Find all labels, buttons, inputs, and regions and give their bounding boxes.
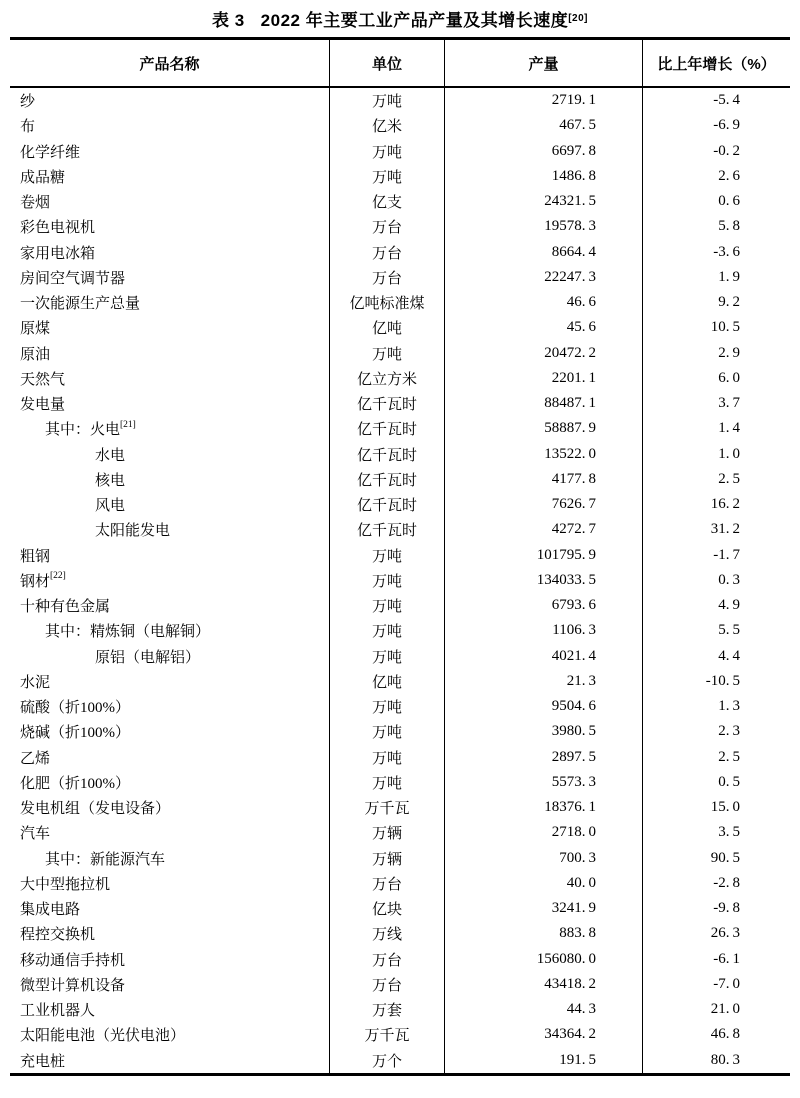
- table-row: [10, 492, 790, 517]
- unit-cell: 亿千瓦时: [330, 442, 445, 467]
- product-name-cell: [10, 846, 330, 871]
- table-caption-text: 2022 年主要工业产品产量及其增长速度: [260, 11, 569, 30]
- output-value-cell: 8664. 4: [445, 240, 643, 265]
- output-value-cell: 700. 3: [445, 846, 643, 871]
- product-name-label: 纱: [20, 94, 36, 111]
- output-value-cell: 101795. 9: [445, 543, 643, 568]
- table-row: [10, 214, 790, 239]
- product-name-cell: [10, 745, 330, 770]
- product-name-cell: [10, 593, 330, 618]
- product-name-label: 卷烟: [20, 195, 51, 212]
- unit-cell: 万吨: [330, 770, 445, 795]
- output-value-cell: 4177. 8: [445, 467, 643, 492]
- product-name-label: 风电: [95, 498, 126, 515]
- unit-cell: 万台: [330, 265, 445, 290]
- table-row: [10, 1048, 790, 1073]
- header-unit: 单位: [330, 40, 445, 86]
- output-value-cell: 43418. 2: [445, 972, 643, 997]
- table-row: [10, 694, 790, 719]
- product-name-cell: [10, 341, 330, 366]
- product-name-label: 移动通信手持机: [20, 952, 126, 969]
- growth-value-cell: -10. 5: [705, 672, 740, 689]
- growth-value-cell: 3. 7: [718, 395, 740, 412]
- growth-value-cell: 2. 5: [718, 748, 740, 765]
- growth-value-cell: 1. 9: [718, 268, 740, 285]
- output-value-cell: 88487. 1: [445, 391, 643, 416]
- growth-value-cell: 9. 2: [718, 294, 740, 311]
- unit-cell: 亿千瓦时: [330, 517, 445, 542]
- product-name-label: 水电: [95, 447, 126, 464]
- header-growth: 比上年增长（%）: [657, 55, 776, 73]
- table-row: [10, 618, 790, 643]
- table-row: [10, 770, 790, 795]
- product-name-label: 核电: [95, 472, 126, 489]
- growth-value-cell: 1. 3: [718, 698, 740, 715]
- table-row: [10, 644, 790, 669]
- product-name-label: 大中型拖拉机: [20, 876, 111, 893]
- unit-cell: 亿吨标准煤: [330, 290, 445, 315]
- growth-value-cell: 26. 3: [710, 925, 740, 942]
- product-name-label: 汽车: [20, 826, 51, 843]
- output-value-cell: 20472. 2: [445, 341, 643, 366]
- product-name-label: 发电机组（发电设备）: [20, 801, 171, 818]
- product-name-label: 烧碱（折100%）: [20, 725, 130, 742]
- product-name-label: 十种有色金属: [20, 599, 111, 616]
- output-value-cell: 22247. 3: [445, 265, 643, 290]
- table-row: [10, 290, 790, 315]
- table-row: [10, 921, 790, 946]
- unit-cell: 万千瓦: [330, 1022, 445, 1047]
- unit-cell: 万台: [330, 240, 445, 265]
- growth-value-cell: 3. 5: [718, 824, 740, 841]
- table-row: [10, 189, 790, 214]
- product-name-cell: [10, 1048, 330, 1073]
- output-value-cell: 9504. 6: [445, 694, 643, 719]
- unit-cell: 万个: [330, 1048, 445, 1073]
- output-value-cell: 1486. 8: [445, 164, 643, 189]
- product-name-label: 太阳能发电: [95, 523, 171, 540]
- growth-value-cell: 1. 0: [718, 445, 740, 462]
- unit-cell: 万线: [330, 921, 445, 946]
- table-row: [10, 795, 790, 820]
- table-row: [10, 568, 790, 593]
- growth-value-cell: 0. 6: [718, 193, 740, 210]
- output-value-cell: 45. 6: [445, 315, 643, 340]
- product-name-cell: 其中：火电 [21]: [10, 416, 330, 441]
- output-value-cell: 3241. 9: [445, 896, 643, 921]
- product-name-cell: 钢材 [22]: [10, 568, 330, 593]
- product-name-label: 太阳能电池（光伏电池）: [20, 1028, 186, 1045]
- growth-value-cell: 4. 4: [718, 647, 740, 664]
- product-name-label: 原油: [20, 346, 51, 363]
- product-name-label: 其中：精炼铜（电解铜）: [45, 624, 211, 641]
- unit-cell: 亿米: [330, 113, 445, 138]
- product-name-cell: [10, 694, 330, 719]
- product-name-cell: [10, 517, 330, 542]
- product-name-cell: [10, 997, 330, 1022]
- product-name-label: 工业机器人: [20, 1003, 96, 1020]
- product-name-cell: [10, 770, 330, 795]
- growth-value-cell: 0. 3: [718, 571, 740, 588]
- output-value-cell: 7626. 7: [445, 492, 643, 517]
- table-row: [10, 164, 790, 189]
- output-value-cell: 3980. 5: [445, 719, 643, 744]
- table-row: [10, 315, 790, 340]
- growth-value-cell: -2. 8: [713, 874, 740, 891]
- unit-cell: 万吨: [330, 719, 445, 744]
- product-name-label: 程控交换机: [20, 927, 96, 944]
- unit-cell: 万吨: [330, 568, 445, 593]
- product-name-cell: [10, 189, 330, 214]
- table-row: [10, 669, 790, 694]
- table-row: [10, 947, 790, 972]
- product-name-cell: [10, 88, 330, 113]
- table-row: [10, 442, 790, 467]
- growth-value-cell: 4. 9: [718, 597, 740, 614]
- output-value-cell: 2201. 1: [445, 366, 643, 391]
- product-name-label: 其中：火电: [45, 422, 121, 439]
- table-row: [10, 88, 790, 113]
- product-name-label: 集成电路: [20, 902, 81, 919]
- growth-value-cell: -0. 2: [713, 142, 740, 159]
- unit-cell: 万吨: [330, 139, 445, 164]
- unit-cell: 万吨: [330, 618, 445, 643]
- product-name-cell: [10, 214, 330, 239]
- product-name-cell: [10, 315, 330, 340]
- output-value-cell: 2719. 1: [445, 88, 643, 113]
- growth-value-cell: -6. 9: [713, 117, 740, 134]
- product-name-label: 发电量: [20, 397, 66, 414]
- product-name-label: 微型计算机设备: [20, 977, 126, 994]
- output-value-cell: 4021. 4: [445, 644, 643, 669]
- output-value-cell: 134033. 5: [445, 568, 643, 593]
- product-name-label: 彩色电视机: [20, 220, 96, 237]
- product-name-cell: [10, 618, 330, 643]
- growth-value-cell: 5. 5: [718, 622, 740, 639]
- table-row: [10, 265, 790, 290]
- product-name-cell: [10, 240, 330, 265]
- output-value-cell: 2718. 0: [445, 820, 643, 845]
- table-row: [10, 240, 790, 265]
- table-row: [10, 593, 790, 618]
- unit-cell: 万辆: [330, 846, 445, 871]
- table-row: [10, 543, 790, 568]
- output-value-cell: 19578. 3: [445, 214, 643, 239]
- table-row: [10, 139, 790, 164]
- unit-cell: 万台: [330, 947, 445, 972]
- industrial-products-table: [10, 37, 790, 1076]
- table-caption-label: 表 3: [211, 11, 245, 30]
- output-value-cell: 46. 6: [445, 290, 643, 315]
- table-row: [10, 820, 790, 845]
- table-row: [10, 871, 790, 896]
- growth-value-cell: 5. 8: [718, 218, 740, 235]
- table-row: [10, 1022, 790, 1047]
- unit-cell: 亿吨: [330, 315, 445, 340]
- product-name-cell: [10, 164, 330, 189]
- output-value-cell: 4272. 7: [445, 517, 643, 542]
- table-row: [10, 366, 790, 391]
- product-name-cell: [10, 113, 330, 138]
- unit-cell: 亿千瓦时: [330, 467, 445, 492]
- output-value-cell: 44. 3: [445, 997, 643, 1022]
- growth-value-cell: 2. 3: [718, 723, 740, 740]
- unit-cell: 万吨: [330, 644, 445, 669]
- unit-cell: 万吨: [330, 88, 445, 113]
- table-caption: 表 3 2022 年主要工业产品产量及其增长速度 [20]: [0, 0, 800, 37]
- growth-value-cell: 0. 5: [718, 773, 740, 790]
- growth-value-cell: 10. 5: [710, 319, 740, 336]
- unit-cell: 万台: [330, 214, 445, 239]
- output-value-cell: 18376. 1: [445, 795, 643, 820]
- product-name-label: 粗钢: [20, 548, 51, 565]
- growth-value-cell: -9. 8: [713, 900, 740, 917]
- unit-cell: 万吨: [330, 745, 445, 770]
- product-name-cell: [10, 442, 330, 467]
- unit-cell: 万吨: [330, 543, 445, 568]
- growth-value-cell: -5. 4: [713, 92, 740, 109]
- product-name-label: 成品糖: [20, 169, 66, 186]
- unit-cell: 亿立方米: [330, 366, 445, 391]
- product-name-cell: [10, 290, 330, 315]
- output-value-cell: 58887. 9: [445, 416, 643, 441]
- product-name-cell: [10, 391, 330, 416]
- growth-value-cell: 21. 0: [710, 1001, 740, 1018]
- growth-value-cell: 80. 3: [710, 1051, 740, 1068]
- output-value-cell: 34364. 2: [445, 1022, 643, 1047]
- table-row: [10, 846, 790, 871]
- growth-value-cell: 16. 2: [710, 496, 740, 513]
- product-name-cell: [10, 265, 330, 290]
- product-name-label: 水泥: [20, 674, 51, 691]
- unit-cell: 万台: [330, 871, 445, 896]
- table-body: [10, 88, 790, 1073]
- product-name-cell: [10, 795, 330, 820]
- output-value-cell: 5573. 3: [445, 770, 643, 795]
- product-name-label: 布: [20, 119, 36, 136]
- output-value-cell: 40. 0: [445, 871, 643, 896]
- product-name-label: 其中：新能源汽车: [45, 851, 166, 868]
- unit-cell: 亿千瓦时: [330, 391, 445, 416]
- product-name-cell: [10, 139, 330, 164]
- table-row: [10, 997, 790, 1022]
- unit-cell: 亿块: [330, 896, 445, 921]
- table-row: [10, 341, 790, 366]
- unit-cell: 亿千瓦时: [330, 416, 445, 441]
- product-name-label: 原煤: [20, 321, 51, 338]
- growth-value-cell: -7. 0: [713, 975, 740, 992]
- output-value-cell: 6697. 8: [445, 139, 643, 164]
- table-row: [10, 972, 790, 997]
- growth-value-cell: 15. 0: [710, 799, 740, 816]
- product-name-label: 充电桩: [20, 1053, 66, 1070]
- unit-cell: 万辆: [330, 820, 445, 845]
- output-value-cell: 156080. 0: [445, 947, 643, 972]
- table-row: [10, 391, 790, 416]
- product-name-cell: [10, 644, 330, 669]
- table-header-row: [10, 40, 790, 88]
- header-output: 产量: [445, 40, 643, 86]
- output-value-cell: 24321. 5: [445, 189, 643, 214]
- product-name-label: 房间空气调节器: [20, 270, 126, 287]
- product-name-cell: [10, 820, 330, 845]
- table-row: [10, 745, 790, 770]
- product-name-cell: [10, 871, 330, 896]
- product-name-cell: [10, 543, 330, 568]
- product-name-cell: [10, 492, 330, 517]
- table-row: [10, 467, 790, 492]
- unit-cell: 万套: [330, 997, 445, 1022]
- output-value-cell: 6793. 6: [445, 593, 643, 618]
- product-name-cell: [10, 719, 330, 744]
- growth-value-cell: -3. 6: [713, 243, 740, 260]
- product-name-cell: [10, 366, 330, 391]
- growth-value-cell: 6. 0: [718, 369, 740, 386]
- table-row: [10, 719, 790, 744]
- output-value-cell: 883. 8: [445, 921, 643, 946]
- output-value-cell: 13522. 0: [445, 442, 643, 467]
- growth-value-cell: 31. 2: [710, 521, 740, 538]
- table-row: [10, 113, 790, 138]
- unit-cell: 万吨: [330, 593, 445, 618]
- growth-value-cell: 2. 6: [718, 167, 740, 184]
- growth-value-cell: 1. 4: [718, 420, 740, 437]
- unit-cell: 万吨: [330, 341, 445, 366]
- product-name-label: 钢材: [20, 573, 51, 590]
- growth-value-cell: -1. 7: [713, 546, 740, 563]
- unit-cell: 亿支: [330, 189, 445, 214]
- product-name-cell: [10, 467, 330, 492]
- output-value-cell: 467. 5: [445, 113, 643, 138]
- product-name-label: 化学纤维: [20, 144, 81, 161]
- growth-value-cell: 2. 5: [718, 470, 740, 487]
- unit-cell: 亿吨: [330, 669, 445, 694]
- header-product-name: 产品名称: [10, 40, 330, 86]
- output-value-cell: 2897. 5: [445, 745, 643, 770]
- unit-cell: 万吨: [330, 694, 445, 719]
- output-value-cell: 21. 3: [445, 669, 643, 694]
- unit-cell: 万台: [330, 972, 445, 997]
- growth-value-cell: -6. 1: [713, 950, 740, 967]
- growth-value-cell: 2. 9: [718, 344, 740, 361]
- growth-value-cell: 46. 8: [710, 1026, 740, 1043]
- product-name-label: 天然气: [20, 371, 66, 388]
- product-name-cell: [10, 669, 330, 694]
- product-name-label: 一次能源生产总量: [20, 296, 141, 313]
- unit-cell: 亿千瓦时: [330, 492, 445, 517]
- product-name-cell: [10, 921, 330, 946]
- table-row: [10, 416, 790, 441]
- product-name-cell: [10, 972, 330, 997]
- output-value-cell: 191. 5: [445, 1048, 643, 1073]
- unit-cell: 万千瓦: [330, 795, 445, 820]
- unit-cell: 万吨: [330, 164, 445, 189]
- product-name-label: 乙烯: [20, 750, 51, 767]
- growth-value-cell: 90. 5: [710, 849, 740, 866]
- product-name-cell: [10, 947, 330, 972]
- product-name-label: 家用电冰箱: [20, 245, 96, 262]
- table-row: [10, 896, 790, 921]
- product-name-cell: [10, 896, 330, 921]
- product-name-label: 化肥（折100%）: [20, 775, 130, 792]
- product-name-label: 硫酸（折100%）: [20, 700, 130, 717]
- product-name-cell: [10, 1022, 330, 1047]
- table-row: [10, 517, 790, 542]
- product-name-label: 原铝（电解铝）: [95, 649, 201, 666]
- output-value-cell: 1106. 3: [445, 618, 643, 643]
